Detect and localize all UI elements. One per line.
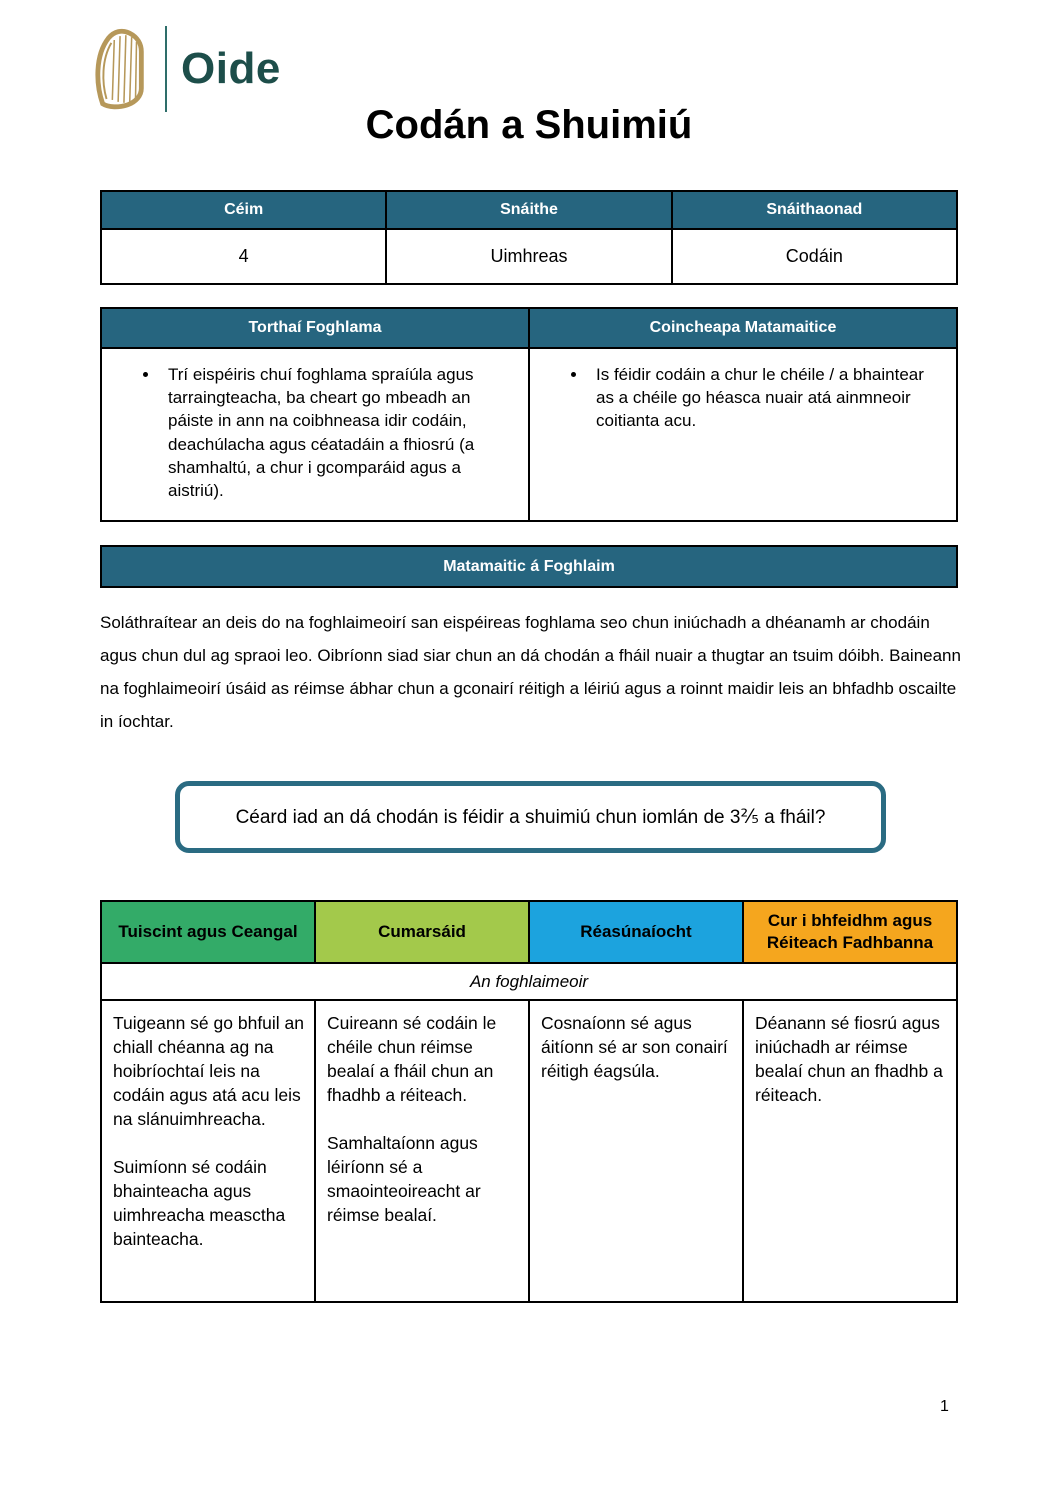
skills-cell-3-para-0: Déanann sé fiosrú agus iniúchadh ar réimse bealaí chun an fhadhb a réiteach.: [755, 1013, 943, 1105]
meta-table-value-row: [101, 229, 957, 284]
meta-value-ceim: 4: [101, 229, 386, 284]
logo-wordmark: Oide: [181, 44, 281, 93]
skills-header-3: Cur i bhfeidhm agus Réiteach Fadhbanna: [743, 901, 957, 963]
skills-cell-2: [529, 1000, 743, 1302]
outcomes-table: [100, 307, 958, 522]
page-number: 1: [940, 1398, 949, 1415]
skills-cell-0-para-1: Suimíonn sé codáin bhainteacha agus uimhreacha measctha bainteacha.: [113, 1157, 286, 1249]
skills-subheader: An foghlaimeoir: [101, 963, 957, 1000]
outcomes-bullet-left: • Trí eispéiris chuí foghlama spraíúla agus tarraingteacha, ba cheart go mbeadh an páiste in ann na coibhneasa idir codáin, deachúlacha agus céatadáin a fhiosrú (a shamhaltú, a chur i gcomparáid agus a aistriú).: [160, 363, 510, 502]
skills-header-row: [101, 901, 957, 963]
meta-table: [100, 190, 958, 285]
section-banner-label: Matamaitic á Foghlaim: [443, 557, 615, 575]
skills-header-2: Réasúnaíocht: [529, 901, 743, 963]
outcomes-bullet-right: • Is féidir codáin a chur le chéile / a bhaintear as a chéile go héasca nuair atá ainmneoir coitianta acu.: [588, 363, 938, 433]
outcomes-header-row: [101, 308, 957, 348]
page-title: Codán a Shuimiú: [365, 103, 693, 147]
meta-value-snaithaonad: Codáin: [672, 229, 957, 284]
skills-header-1: Cumarsáid: [315, 901, 529, 963]
meta-header-ceim: Céim: [101, 191, 386, 229]
intro-paragraph: Soláthraítear an deis do na foghlaimeoirí san eispéireas foghlama seo chun iniúchadh a dhéanamh ar chodáin agus chun dul ag spraoi leo. Oibríonn siad siar chun an dá chodán a fháil nuair a thugtar an tsuim dóibh. Baineann na foghlaimeoirí úsáid as réimse ábhar chun a gconairí réitigh a léiriú agus a roinnt maidir leis an bhfadhb oscailte in íochtar.: [100, 613, 961, 731]
oide-logo: [93, 26, 281, 112]
meta-header-snaithaonad: Snáithaonad: [672, 191, 957, 229]
skills-cell-3: [743, 1000, 957, 1302]
skills-cell-1: [315, 1000, 529, 1302]
meta-table-header-row: [101, 191, 957, 229]
meta-value-snaithe: Uimhreas: [386, 229, 671, 284]
skills-cell-0: [101, 1000, 315, 1302]
question-text: Céard iad an dá chodán is féidir a shuimiú chun iomlán de 3⅖ a fháil?: [235, 806, 826, 828]
section-banner: [100, 545, 958, 588]
skills-table: [100, 900, 958, 1303]
skills-subheader-row: [101, 963, 957, 1000]
outcomes-cell-coincheapa: [529, 348, 957, 521]
outcomes-body-row: [101, 348, 957, 521]
skills-cell-2-para-0: Cosnaíonn sé agus áitíonn sé ar son conairí réitigh éagsúla.: [541, 1013, 728, 1081]
meta-header-snaithe: Snáithe: [386, 191, 671, 229]
harp-icon: [93, 28, 151, 110]
outcomes-header-coincheapa: Coincheapa Matamaitice: [529, 308, 957, 348]
logo-divider: [165, 26, 167, 112]
outcomes-cell-torthai: [101, 348, 529, 521]
outcomes-header-torthai: Torthaí Foghlama: [101, 308, 529, 348]
skills-cell-1-para-0: Cuireann sé codáin le chéile chun réimse bealaí a fháil chun an fhadhb a réiteach.: [327, 1013, 497, 1105]
skills-cell-1-para-1: Samhaltaíonn agus léiríonn sé a smaointeoireacht ar réimse bealaí.: [327, 1133, 481, 1225]
skills-header-0: Tuiscint agus Ceangal: [101, 901, 315, 963]
skills-body-row: [101, 1000, 957, 1302]
skills-cell-0-para-0: Tuigeann sé go bhfuil an chiall chéanna ag na hoibríochtaí leis na codáin agus atá acu leis na slánuimhreacha.: [113, 1013, 305, 1129]
question-box: [175, 781, 886, 853]
